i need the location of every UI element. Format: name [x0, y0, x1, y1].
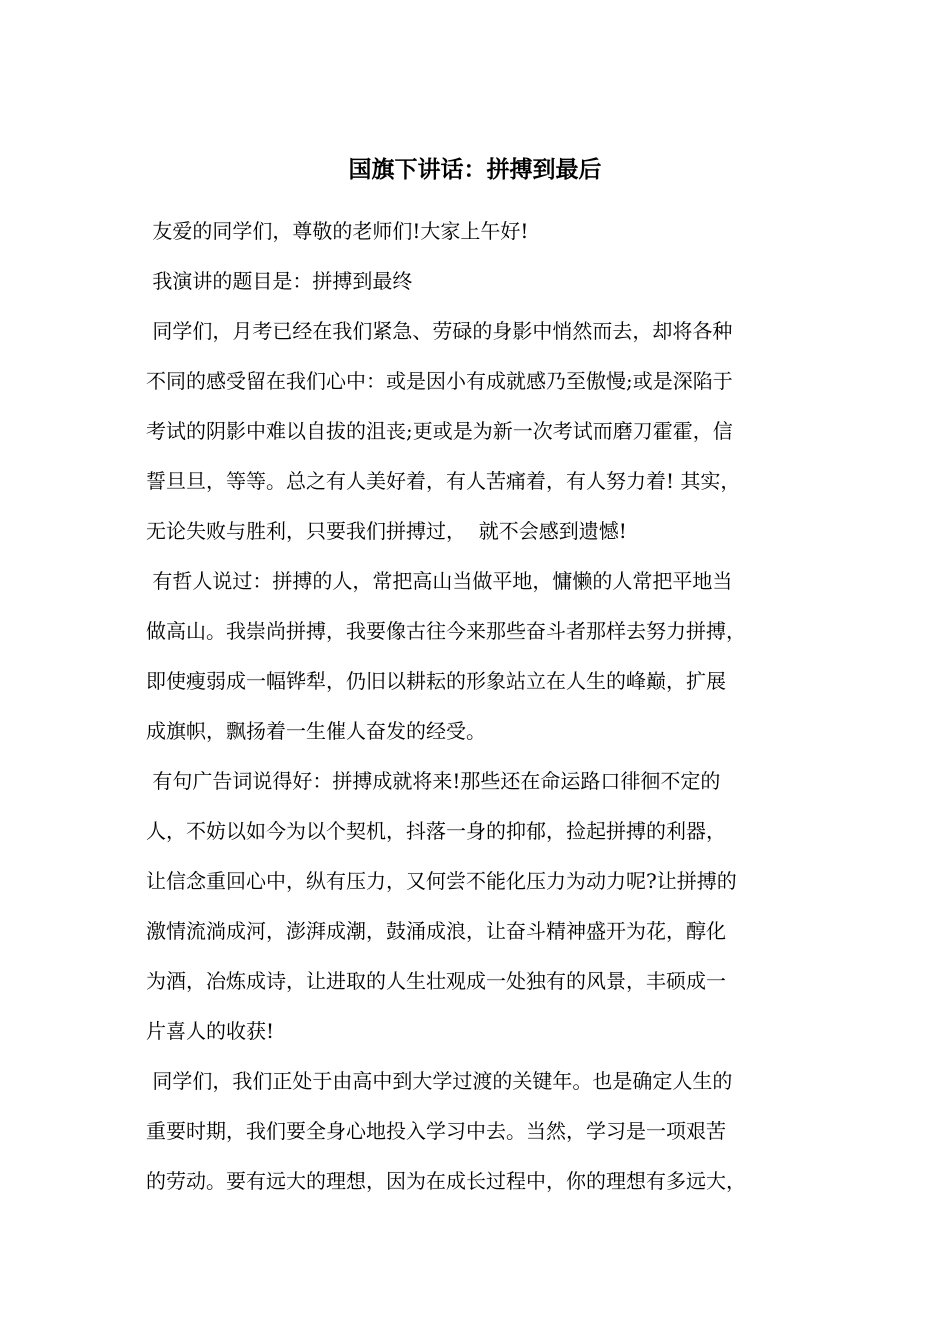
text-line: 不同的感受留在我们心中：或是因小有成就感乃至傲慢;或是深陷于 [146, 369, 733, 393]
text-line: 考试的阴影中难以自拔的沮丧;更或是为新一次考试而磨刀霍霍，信 [146, 419, 733, 443]
text-line: 我演讲的题目是：拼搏到最终 [146, 269, 413, 293]
document-title: 国旗下讲话：拼搏到最后 [348, 156, 602, 183]
text-line: 做高山。我崇尚拼搏，我要像古往今来那些奋斗者那样去努力拼搏， [146, 619, 746, 643]
text-line: 激情流淌成河，澎湃成潮，鼓涌成浪，让奋斗精神盛开为花，醇化 [146, 919, 726, 943]
text-line: 无论失败与胜利，只要我们拼搏过， 就不会感到遗憾! [146, 519, 627, 543]
text-line: 即使瘦弱成一幅铧犁，仍旧以耕耘的形象站立在人生的峰巅，扩展 [146, 669, 726, 693]
text-line: 成旗帜，飘扬着一生催人奋发的经受。 [146, 719, 486, 743]
text-line: 片喜人的收获! [146, 1019, 275, 1043]
text-line: 的劳动。要有远大的理想，因为在成长过程中，你的理想有多远大， [146, 1169, 746, 1193]
text-line: 同学们，我们正处于由高中到大学过渡的关键年。也是确定人生的 [146, 1069, 733, 1093]
text-line: 为酒，冶炼成诗，让进取的人生壮观成一处独有的风景，丰硕成一 [146, 969, 726, 993]
text-line: 有句广告词说得好：拼搏成就将来!那些还在命运路口徘徊不定的 [146, 769, 721, 793]
text-line: 重要时期，我们要全身心地投入学习中去。当然，学习是一项艰苦 [146, 1119, 726, 1143]
text-line: 人，不妨以如今为以个契机，抖落一身的抑郁，捡起拼搏的利器， [146, 819, 726, 843]
document-body [146, 206, 818, 1206]
text-line: 有哲人说过：拼搏的人，常把高山当做平地，慵懒的人常把平地当 [146, 569, 733, 593]
text-line: 誓旦旦，等等。总之有人美好着，有人苦痛着，有人努力着! 其实， [146, 469, 741, 493]
text-line: 同学们，月考已经在我们紧急、劳碌的身影中悄然而去，却将各种 [146, 319, 733, 343]
text-line: 友爱的同学们，尊敬的老师们!大家上午好! [146, 219, 529, 243]
text-line: 让信念重回心中，纵有压力，又何尝不能化压力为动力呢?让拼搏的 [146, 869, 737, 893]
